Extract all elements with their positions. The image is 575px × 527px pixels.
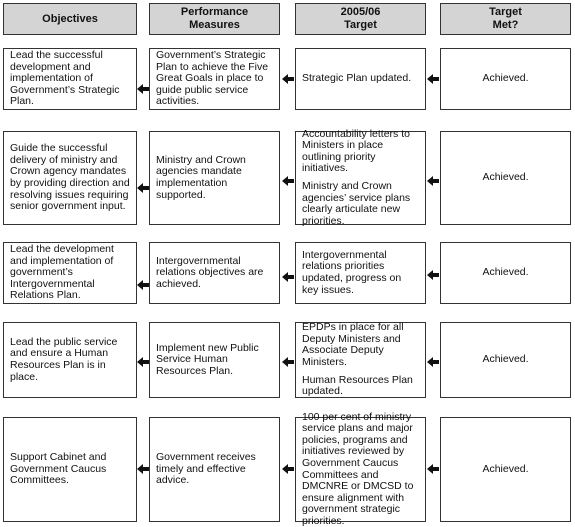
arrow-left-icon	[282, 272, 294, 282]
arrow-left-icon	[137, 357, 149, 367]
header-measures-line2: Measures	[189, 19, 240, 31]
objective-cell	[3, 131, 137, 225]
target-text: Strategic Plan updated.	[302, 72, 412, 85]
header-performance-measures	[149, 3, 280, 35]
header-objectives	[3, 3, 137, 35]
arrow-left-icon	[427, 357, 439, 367]
target-text: EPDPs in place for all Deputy Ministers and Associate Deputy Ministers.	[302, 321, 404, 368]
objective-cell	[3, 417, 137, 522]
target-text: Ministry and Crown agencies’ service plans clearly articulate new priorities.	[302, 180, 411, 227]
arrow-left-icon	[427, 464, 439, 474]
met-cell	[440, 322, 571, 398]
measure-cell	[149, 48, 280, 110]
objective-cell	[3, 48, 137, 110]
objective-text: Lead the public service and ensure a Human Resources Plan is in place.	[10, 335, 118, 383]
met-text: Achieved.	[482, 171, 529, 184]
arrow-left-icon	[427, 176, 439, 186]
met-text: Achieved.	[482, 72, 529, 85]
met-cell	[440, 131, 571, 225]
objective-text: Lead the development and implementation of government’s Intergovernmental Relations Plan.	[10, 243, 114, 302]
met-cell	[440, 417, 571, 522]
arrow-left-icon	[427, 270, 439, 280]
target-text: 100 per cent of ministry service plans and major policies, programs and initiatives reviewed by Government Caucus Committees and DMCNRE or DMCSD to ensure alignment with government strategic priorities.	[302, 410, 414, 527]
target-text: Intergovernmental relations priorities updated, progress on key issues.	[302, 248, 402, 296]
measure-text: Intergovernmental relations objectives are achieved.	[156, 254, 264, 290]
header-met-line2: Met?	[492, 19, 519, 31]
met-text: Achieved.	[482, 462, 529, 475]
arrow-left-icon	[282, 464, 294, 474]
arrow-left-icon	[282, 176, 294, 186]
target-cell	[295, 322, 426, 398]
target-text: Human Resources Plan updated.	[302, 373, 413, 398]
header-target-met	[440, 3, 571, 35]
header-target-line2: Target	[344, 19, 377, 31]
objective-cell	[3, 242, 137, 304]
arrow-left-icon	[282, 74, 294, 84]
target-cell	[295, 242, 426, 304]
arrow-left-icon	[427, 74, 439, 84]
arrow-left-icon	[137, 183, 149, 193]
target-cell	[295, 410, 426, 527]
met-text: Achieved.	[482, 266, 529, 279]
objective-text: Lead the successful development and implementation of Government’s Strategic Plan.	[10, 49, 120, 108]
measure-text: Government receives timely and effective advice.	[156, 451, 256, 487]
arrow-left-icon	[282, 357, 294, 367]
measure-cell	[149, 131, 280, 225]
target-cell	[295, 127, 426, 227]
objective-text: Support Cabinet and Government Caucus Committees.	[10, 451, 107, 487]
met-cell	[440, 242, 571, 304]
arrow-left-icon	[137, 280, 149, 290]
measure-cell	[149, 242, 280, 304]
met-text: Achieved.	[482, 353, 529, 366]
measure-cell	[149, 322, 280, 398]
objective-cell	[3, 322, 137, 398]
header-target	[295, 3, 426, 35]
measure-cell	[149, 417, 280, 522]
measure-text: Government’s Strategic Plan to achieve the Five Great Goals in place to guide public service activities.	[156, 49, 269, 108]
header-target-line1: 2005/06	[340, 6, 381, 18]
measure-text: Ministry and Crown agencies mandate implementation supported.	[156, 153, 246, 201]
target-cell	[295, 48, 426, 110]
measure-text: Implement new Public Service Human Resources Plan.	[156, 341, 259, 377]
target-text: Accountability letters to Ministers in place outlining priority initiatives.	[302, 127, 410, 175]
objective-text: Guide the successful delivery of ministry and Crown agency mandates by providing direction and resolving issues requiring senior government input.	[10, 142, 130, 213]
header-objectives-label: Objectives	[42, 12, 98, 25]
header-measures-line1: Performance	[180, 6, 249, 18]
header-met-line1: Target	[489, 6, 522, 18]
met-cell	[440, 48, 571, 110]
arrow-left-icon	[137, 464, 149, 474]
arrow-left-icon	[137, 84, 149, 94]
